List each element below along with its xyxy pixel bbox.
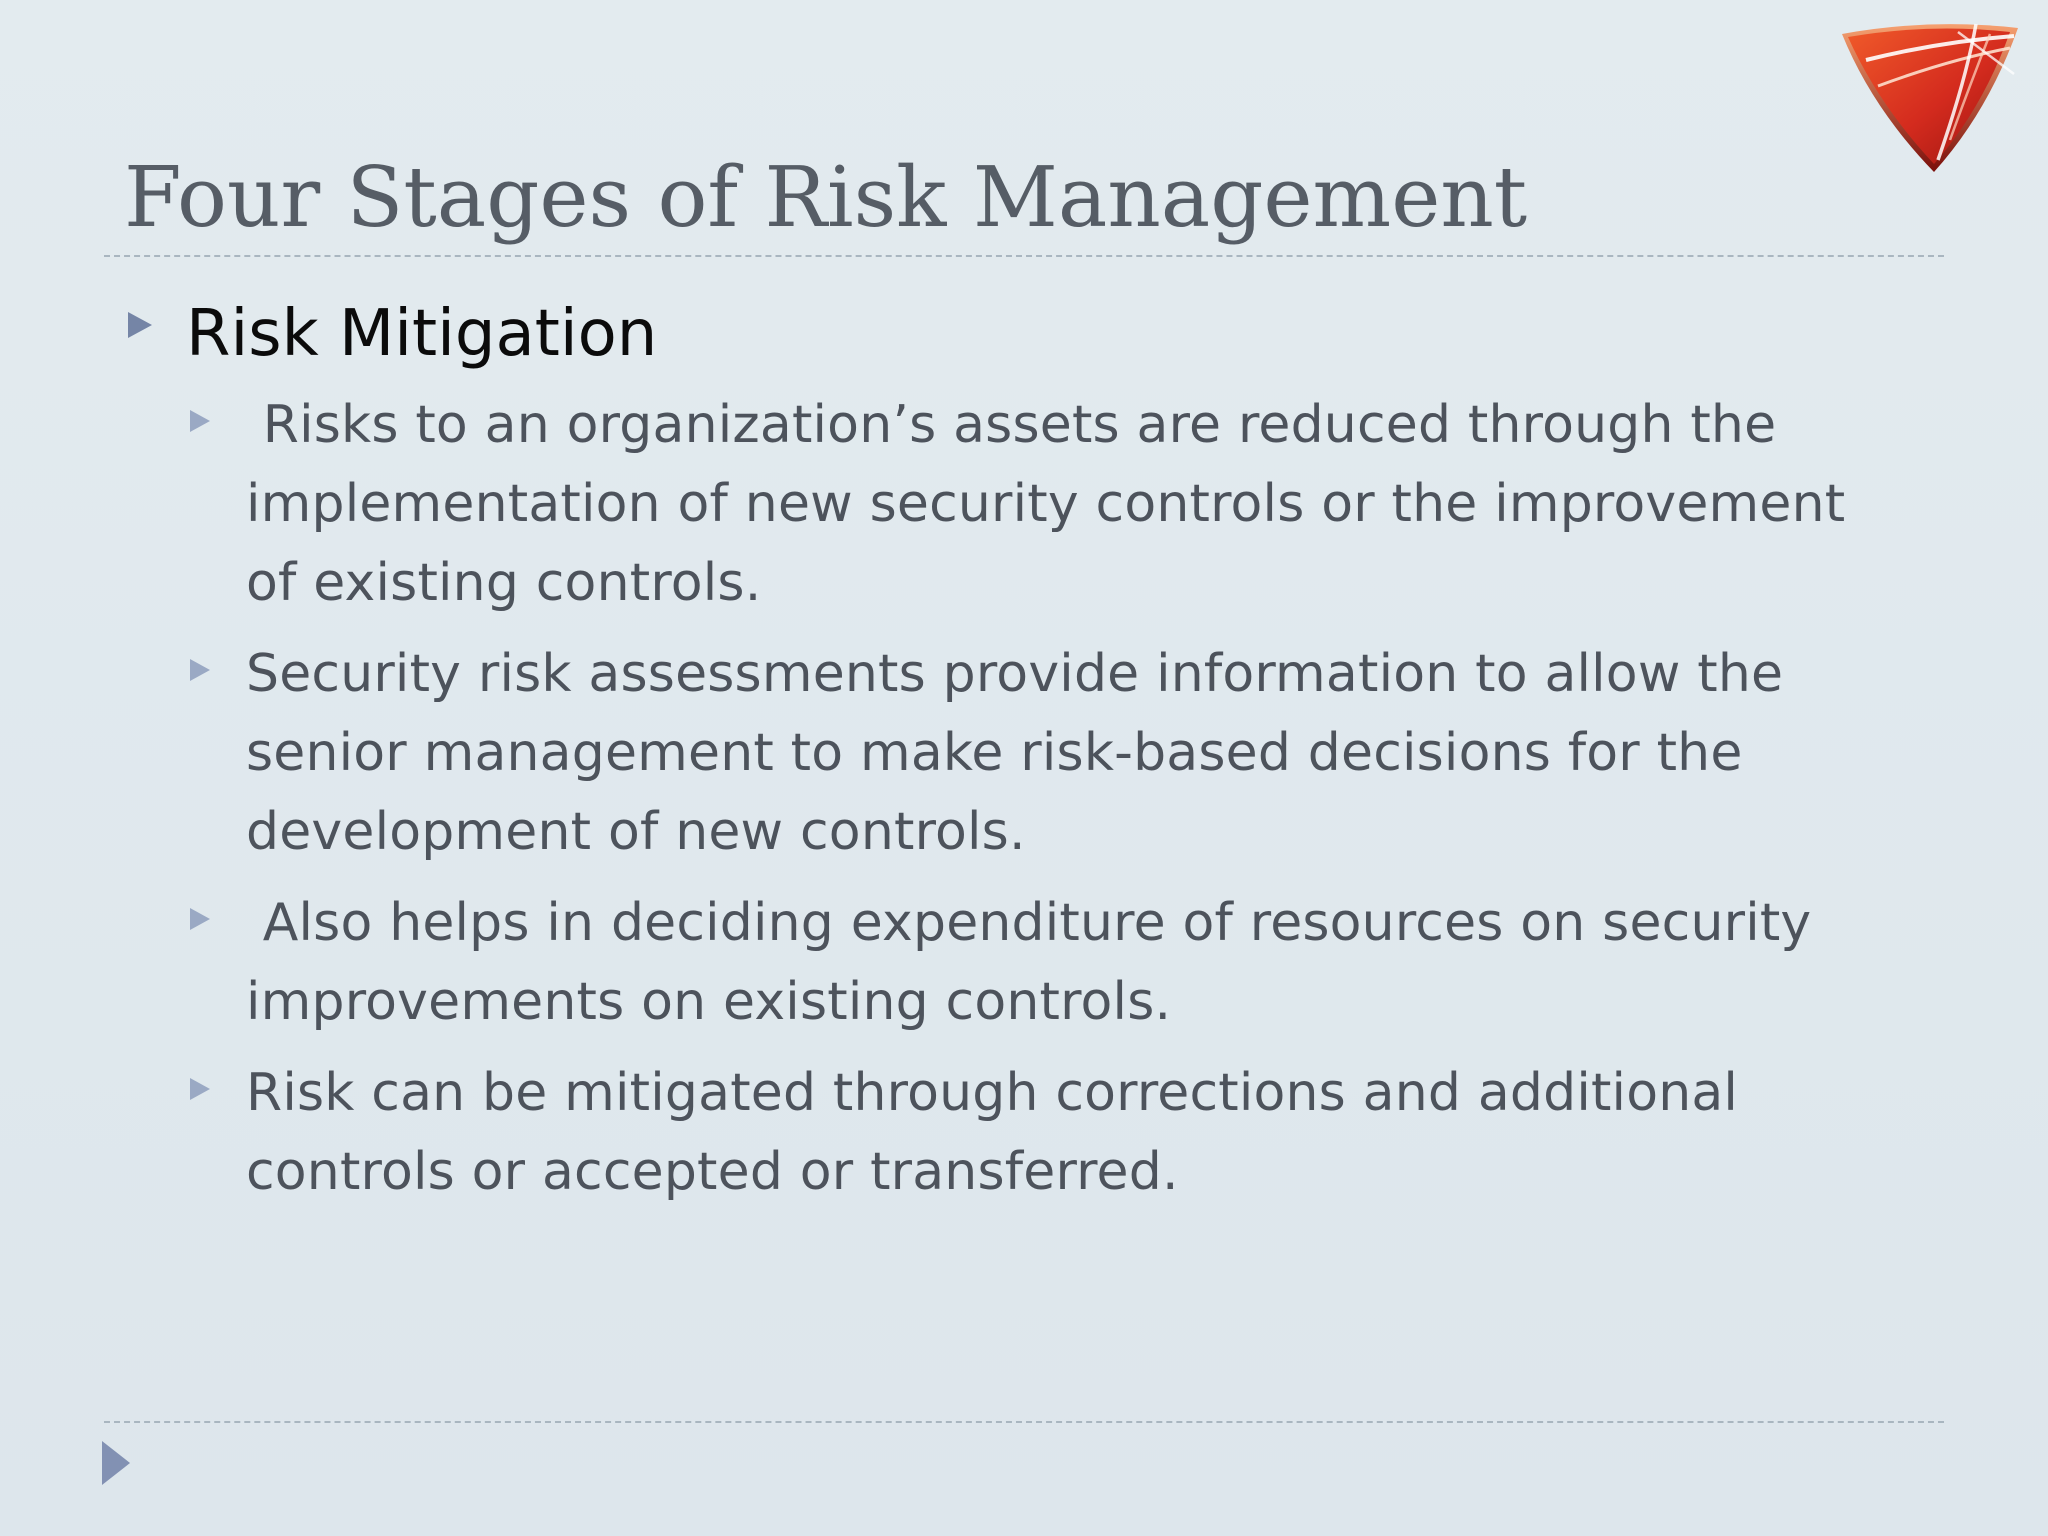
- list-item-text: Risks to an organization’s assets are reduced through the implementation of new security controls or the improvement of existing controls.: [246, 395, 1863, 613]
- list-item: [124, 884, 1884, 1042]
- bullet-list: [124, 386, 1884, 1212]
- next-slide-arrow-icon[interactable]: [102, 1441, 130, 1485]
- triangle-bullet-icon: [128, 312, 152, 338]
- list-item: [124, 1054, 1884, 1212]
- footer-divider: [104, 1421, 1944, 1423]
- list-item: [124, 635, 1884, 872]
- slide-title: Four Stages of Risk Management: [124, 149, 1528, 246]
- list-item-text: Also helps in deciding expenditure of resources on security improvements on existing controls.: [246, 893, 1829, 1032]
- triangle-bullet-icon: [190, 908, 210, 930]
- list-item-text: Security risk assessments provide information to allow the senior management to make risk-based decisions for the development of new controls.: [246, 644, 1800, 862]
- heading-item: [124, 290, 1884, 378]
- list-item-text: Risk can be mitigated through corrections and additional controls or accepted or transferred.: [246, 1063, 1755, 1202]
- slide-content: [124, 290, 1884, 1224]
- triangle-bullet-icon: [190, 410, 210, 432]
- red-shield-logo-icon: [1838, 20, 2024, 176]
- triangle-bullet-icon: [190, 1078, 210, 1100]
- heading-text: Risk Mitigation: [186, 297, 658, 371]
- title-divider: [104, 255, 1944, 257]
- list-item: [124, 386, 1884, 623]
- triangle-bullet-icon: [190, 659, 210, 681]
